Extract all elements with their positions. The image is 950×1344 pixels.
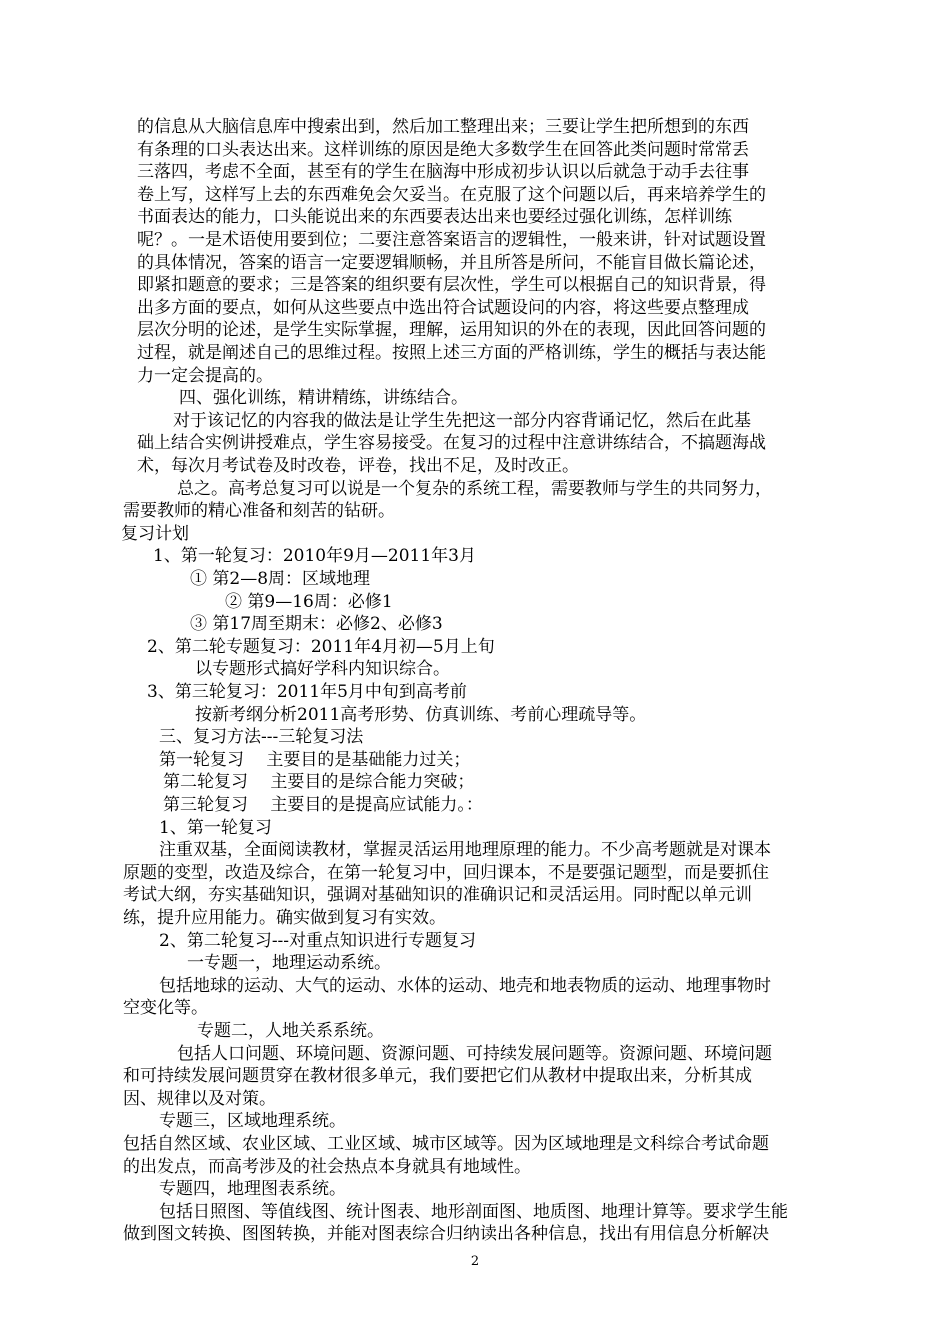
list-item: 1、第一轮复习：2010年9月—2011年3月 <box>153 546 476 567</box>
text-line: 专题三，区域地理系统。 <box>159 1111 346 1132</box>
text-line: 有条理的口头表达出来。这样训练的原因是绝大多数学生在回答此类问题时常常丢 <box>137 139 749 160</box>
text-line: 对于该记忆的内容我的做法是让学生先把这一部分内容背诵记忆，然后在此基 <box>173 410 751 431</box>
list-item: 3、第三轮复习：2011年5月中旬到高考前 <box>147 682 467 702</box>
text-line: 书面表达的能力，口头能说出来的东西要表达出来也要经过强化训练，怎样训练 <box>137 207 732 228</box>
page-number: 2 <box>470 1254 480 1269</box>
text-line: 第三轮复习 主要目的是提高应试能力。： <box>163 795 483 815</box>
text-line: 的出发点，而高考涉及的社会热点本身就具有地域性。 <box>123 1156 531 1177</box>
text-line: 包括人口问题、环境问题、资源问题、可持续发展问题等。资源问题、环境问题 <box>177 1043 772 1064</box>
text-line: 做到图文转换、图图转换，并能对图表综合归纳读出各种信息，找出有用信息分析解决 <box>123 1224 769 1245</box>
list-item: ① 第2—8周：区域地理 <box>190 569 371 589</box>
list-item: ③ 第17周至期末：必修2、必修3 <box>190 614 443 635</box>
text-line: 一专题一，地理运动系统。 <box>187 953 391 974</box>
text-line: 卷上写，这样写上去的东西难免会欠妥当。在克服了这个问题以后，再来培养学生的 <box>137 184 766 205</box>
section-heading: 1、第一轮复习 <box>159 817 272 838</box>
text-line: 出多方面的要点，如何从这些要点中选出符合试题设问的内容，将这些要点整理成 <box>137 297 749 318</box>
text-line: 即紧扣题意的要求；三是答案的组织要有层次性，学生可以根据自己的知识背景，得 <box>137 275 766 296</box>
text-line: 练，提升应用能力。确实做到复习有实效。 <box>123 908 446 928</box>
text-line: 包括日照图、等值线图、统计图表、地形剖面图、地质图、地理计算等。要求学生能 <box>159 1201 788 1222</box>
text-line: 需要教师的精心准备和刻苦的钻研。 <box>123 501 395 522</box>
text-line: 包括自然区域、农业区域、工业区域、城市区域等。因为区域地理是文科综合考试命题 <box>123 1134 769 1154</box>
section-heading: 2、第二轮复习---对重点知识进行专题复习 <box>159 930 477 951</box>
text-line: 础上结合实例讲授难点，学生容易接受。在复习的过程中注意讲练结合，不搞题海战 <box>137 433 766 454</box>
text-line: 专题四，地理图表系统。 <box>159 1179 346 1200</box>
text-line: 考试大纲，夯实基础知识，强调对基础知识的准确识记和灵活运用。同时配以单元训 <box>123 885 752 906</box>
text-line: 的具体情况，答案的语言一定要逻辑顺畅，并且所答是所问，不能盲目做长篇论述， <box>137 252 766 273</box>
section-heading: 复习计划 <box>121 523 189 544</box>
text-line: 总之。高考总复习可以说是一个复杂的系统工程，需要教师与学生的共同努力， <box>177 478 772 499</box>
text-line: 第二轮复习 主要目的是综合能力突破； <box>163 772 475 793</box>
text-line: 力一定会提高的。 <box>137 365 273 386</box>
section-heading: 四、强化训练，精讲精练，讲练结合。 <box>179 388 468 409</box>
text-line: 包括地球的运动、大气的运动、水体的运动、地壳和地表物质的运动、地理事物时 <box>159 975 771 996</box>
text-line: 空变化等。 <box>123 998 208 1019</box>
text-line: 的信息从大脑信息库中搜索出到，然后加工整理出来；三要让学生把所想到的东西 <box>137 117 749 137</box>
text-line: 层次分明的论述，是学生实际掌握，理解，运用知识的外在的表现，因此回答问题的 <box>137 320 766 341</box>
text-line: 因、规律以及对策。 <box>123 1088 276 1109</box>
list-item: ② 第9—16周：必修1 <box>225 591 393 612</box>
text-line: 专题二，人地关系系统。 <box>197 1021 384 1041</box>
list-item: 2、第二轮专题复习：2011年4月初—5月上旬 <box>147 636 495 657</box>
text-line: 原题的变型，改造及综合，在第一轮复习中，回归课本，不是要强记题型，而是要抓住 <box>123 862 769 883</box>
text-line: 以专题形式搞好学科内知识综合。 <box>195 659 450 680</box>
text-line: 过程，就是阐述自己的思维过程。按照上述三方面的严格训练，学生的概括与表达能 <box>137 343 766 363</box>
text-line: 按新考纲分析2011高考形势、仿真训练、考前心理疏导等。 <box>195 704 647 725</box>
text-line: 和可持续发展问题贯穿在教材很多单元，我们要把它们从教材中提取出来，分析其成 <box>123 1066 752 1087</box>
text-line: 三落四，考虑不全面，甚至有的学生在脑海中形成初步认识以后就急于动手去往事 <box>137 162 749 183</box>
text-line: 呢？。一是术语使用要到位；二要注意答案语言的逻辑性，一般来讲，针对试题设置 <box>137 230 766 250</box>
text-line: 第一轮复习 主要目的是基础能力过关； <box>159 749 471 770</box>
section-heading: 三、复习方法---三轮复习法 <box>159 727 364 748</box>
text-line: 注重双基，全面阅读教材，掌握灵活运用地理原理的能力。不少高考题就是对课本 <box>159 840 771 861</box>
text-line: 术，每次月考试卷及时改卷，评卷，找出不足，及时改正。 <box>137 456 579 476</box>
